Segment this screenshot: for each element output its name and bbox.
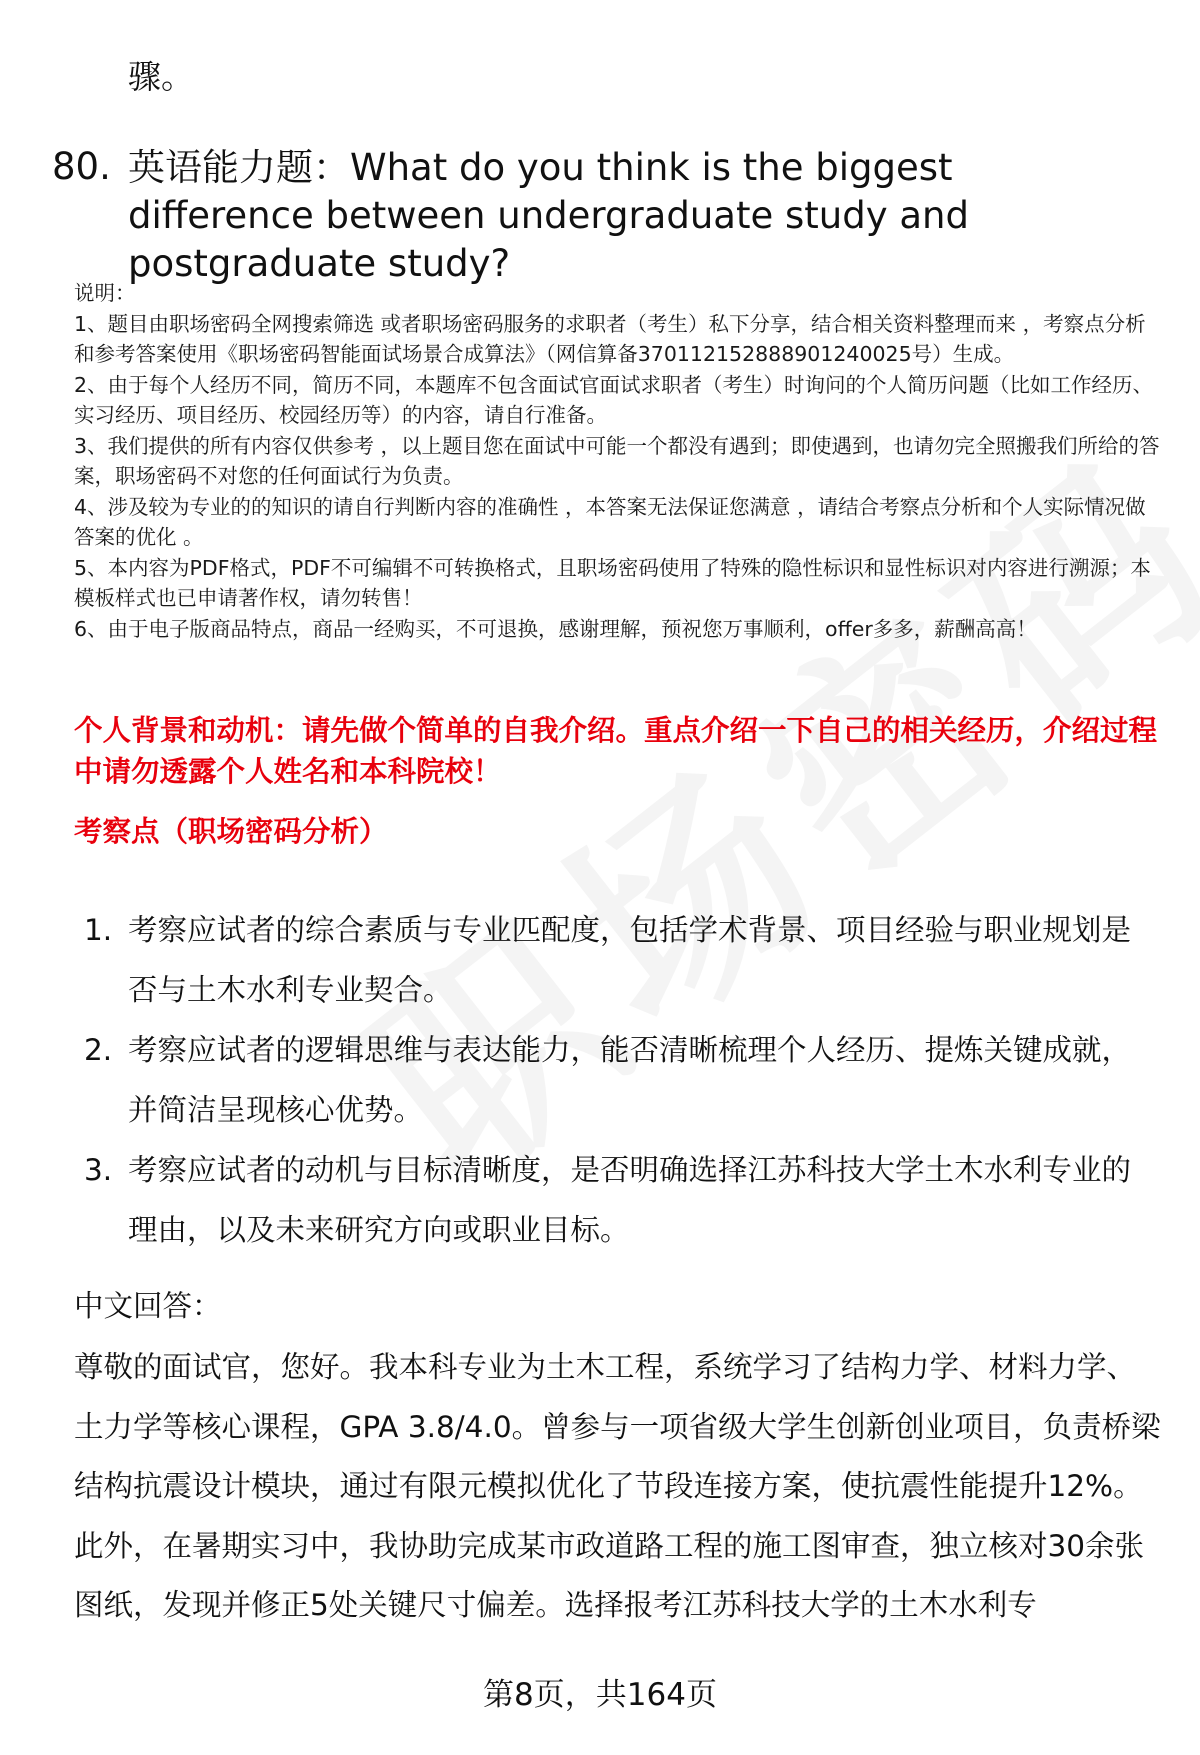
note-item: 1、题目由职场密码全网搜索筛选 或者职场密码服务的求职者（考生）私下分享，结合相关资料整理而来 ，考察点分析和参考答案使用《职场密码智能面试场景合成算法》（网信算备370112152888901240025号）生成。 [74,311,1146,366]
note-item: 3、我们提供的所有内容仅供参考 ，以上题目您在面试中可能一个都没有遇到；即使遇到，也请勿完全照搬我们所给的答案，职场密码不对您的任何面试行为负责。 [74,433,1160,488]
answer-label: 中文回答： [74,1289,222,1323]
point-text: 考察应试者的综合素质与专业匹配度，包括学术背景、项目经验与职业规划是否与土木水利专业契合。 [128,913,1132,1007]
section-heading: 个人背景和动机：请先做个简单的自我介绍。重点介绍一下自己的相关经历，介绍过程中请勿透露个人姓名和本科院校！ [74,714,1158,788]
analysis-heading: 考察点（职场密码分析） [74,815,388,848]
question-text: 英语能力题：What do you think is the biggest difference between undergraduate study and postgraduate study? [128,146,969,285]
note-item: 2、由于每个人经历不同，简历不同，本题库不包含面试官面试求职者（考生）时询问的个人简历问题（比如工作经历、实习经历、项目经历、校园经历等）的内容，请自行准备。 [74,372,1154,427]
point-number: 3. [84,1153,113,1187]
point-text: 考察应试者的动机与目标清晰度，是否明确选择江苏科技大学土木水利专业的理由，以及未来研究方向或职业目标。 [128,1153,1132,1247]
note-item: 5、本内容为PDF格式，PDF不可编辑不可转换格式，且职场密码使用了特殊的隐性标识和显性标识对内容进行溯源；本模板样式也已申请著作权，请勿转售！ [74,555,1151,610]
point-number: 1. [84,913,113,947]
question-number: 80. [52,145,111,188]
analysis-point [84,1140,1144,1260]
analysis-points [84,900,1144,1260]
analysis-point [84,900,1144,1020]
point-text: 考察应试者的逻辑思维与表达能力，能否清晰梳理个人经历、提炼关键成就，并简洁呈现核心优势。 [128,1033,1132,1127]
continuation-text: 骤。 [128,57,194,96]
notes-title: 说明： [74,281,136,305]
notes-block [74,278,1164,644]
point-number: 2. [84,1033,113,1067]
answer-text: 尊敬的面试官，您好。我本科专业为土木工程，系统学习了结构力学、材料力学、土力学等核心课程，GPA 3.8/4.0。曾参与一项省级大学生创新创业项目，负责桥梁结构抗震设计模块，通过有限元模拟优化了节段连接方案，使抗震性能提升12%。此外，在暑期实习中，我协助完成某市政道路工程的施工图审查，独立核对30余张图纸，发现并修正5处关键尺寸偏差。选择报考江苏科技大学的土木水利专 [74,1350,1161,1622]
analysis-point [84,1020,1144,1140]
page-footer: 第8页，共164页 [483,1677,717,1713]
note-item: 6、由于电子版商品特点，商品一经购买，不可退换，感谢理解，预祝您万事顺利，offer多多，薪酬高高！ [74,616,1037,641]
note-item: 4、涉及较为专业的的知识的请自行判断内容的准确性 ，本答案无法保证您满意 ，请结合考察点分析和个人实际情况做答案的优化 。 [74,494,1146,549]
